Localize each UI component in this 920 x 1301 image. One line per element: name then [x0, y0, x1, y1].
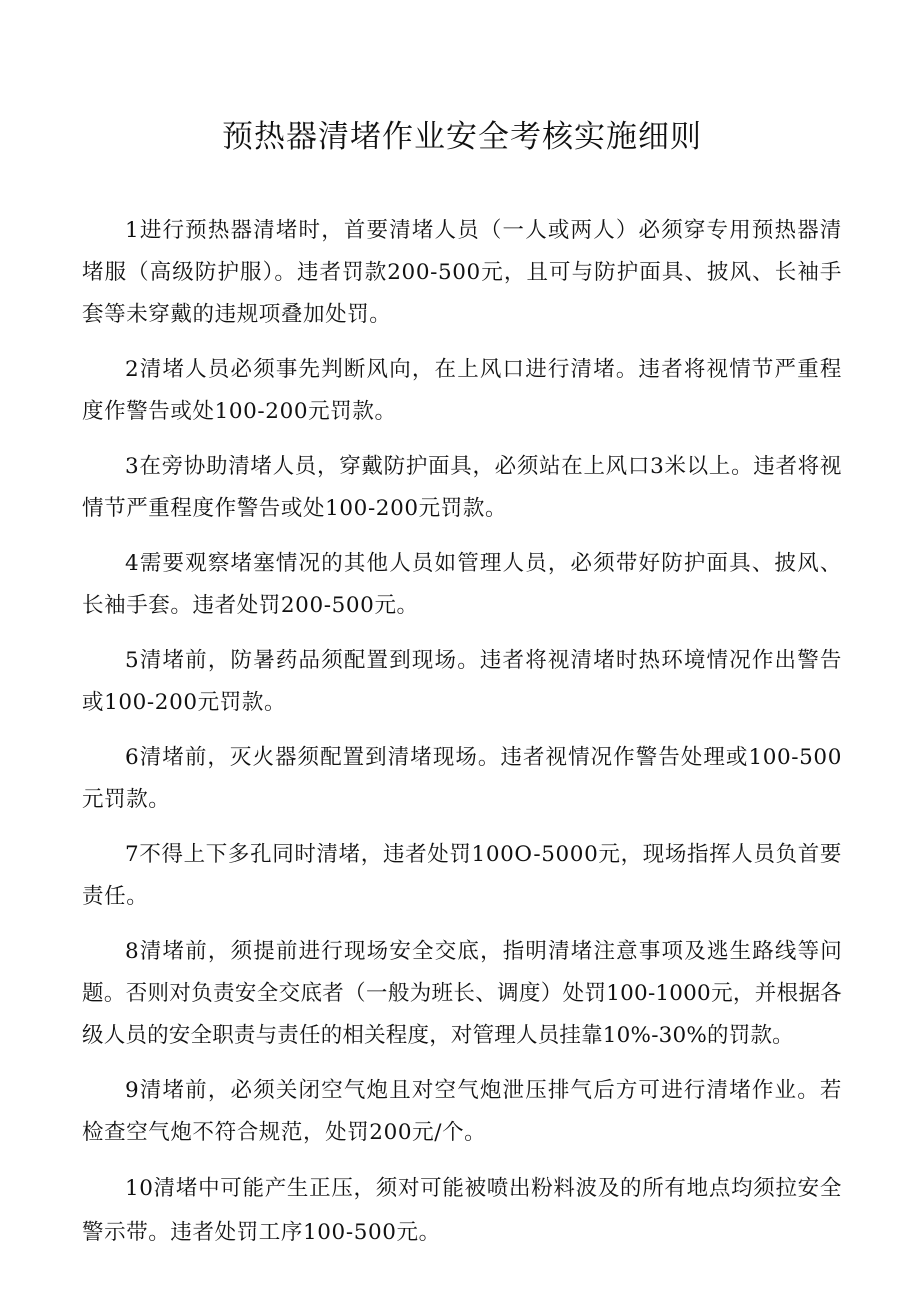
clause-2: 2清堵人员必须事先判断风向，在上风口进行清堵。违者将视情节严重程度作警告或处100-200元罚款。: [82, 357, 842, 424]
clause-4: 4需要观察堵塞情况的其他人员如管理人员，必须带好防护面具、披风、长袖手套。违者处罚200-500元。: [82, 551, 842, 618]
clause-8: 8清堵前，须提前进行现场安全交底，指明清堵注意事项及逃生路线等问题。否则对负责安全交底者（一般为班长、调度）处罚100-1000元，并根据各级人员的安全职责与责任的相关程度，对管理人员挂靠10%-30%的罚款。: [82, 939, 842, 1048]
document-title: 预热器清堵作业安全考核实施细则: [222, 119, 702, 155]
clause-3: 3在旁协助清堵人员，穿戴防护面具，必须站在上风口3米以上。违者将视情节严重程度作警告或处100-200元罚款。: [82, 454, 842, 521]
clause-list: [82, 210, 842, 1255]
clause-9: 9清堵前，必须关闭空气炮且对空气炮泄压排气后方可进行清堵作业。若检查空气炮不符合规范，处罚200元/个。: [82, 1078, 842, 1145]
clause-1: 1进行预热器清堵时，首要清堵人员（一人或两人）必须穿专用预热器清堵服（高级防护服）。违者罚款200-500元，且可与防护面具、披风、长袖手套等未穿戴的违规项叠加处罚。: [82, 218, 842, 327]
clause-5: 5清堵前，防暑药品须配置到现场。违者将视清堵时热环境情况作出警告或100-200元罚款。: [82, 648, 842, 715]
clause-10: 10清堵中可能产生正压，须对可能被喷出粉料波及的所有地点均须拉安全警示带。违者处罚工序100-500元。: [82, 1176, 842, 1245]
clause-7: 7不得上下多孔同时清堵，违者处罚100O-5000元，现场指挥人员负首要责任。: [82, 842, 842, 909]
clause-6: 6清堵前，灭火器须配置到清堵现场。违者视情况作警告处理或100-500元罚款。: [82, 745, 842, 812]
